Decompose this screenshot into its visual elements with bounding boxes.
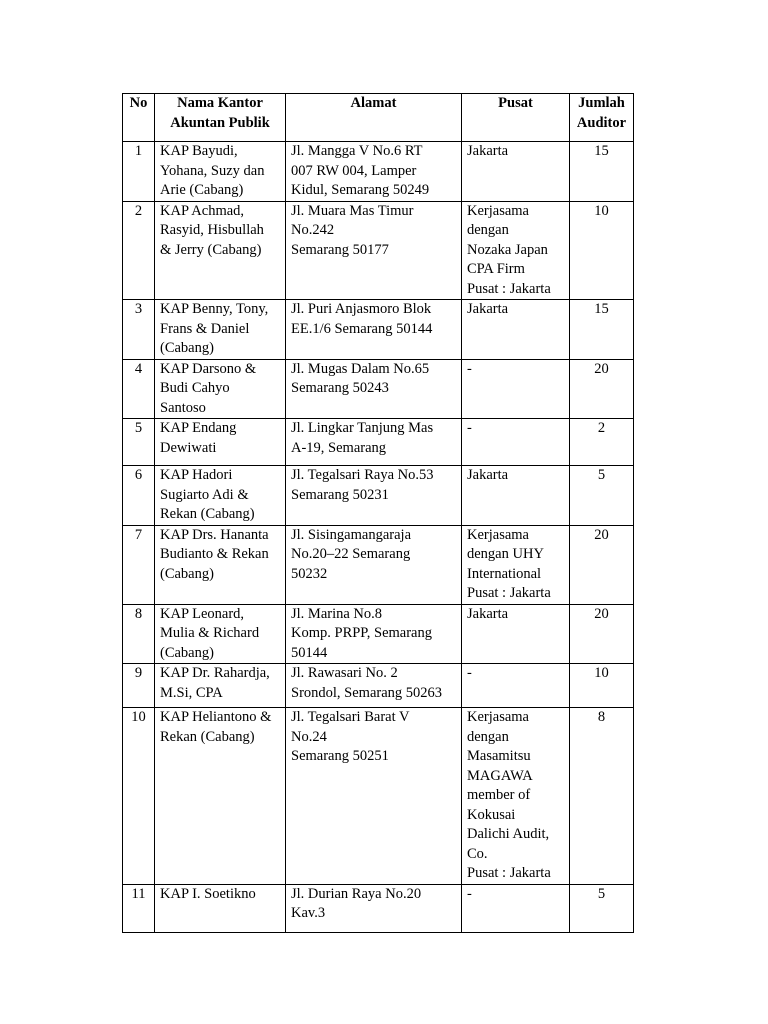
table-row: [123, 664, 634, 708]
cell-no: 6: [123, 466, 155, 526]
table-row: [123, 884, 634, 932]
cell-pusat: Jakarta: [462, 604, 570, 664]
table-row: [123, 300, 634, 360]
cell-alamat: Jl. Durian Raya No.20 Kav.3: [286, 884, 462, 932]
table-row: [123, 201, 634, 300]
cell-jumlah: 20: [570, 604, 634, 664]
cell-pusat: -: [462, 884, 570, 932]
cell-no: 11: [123, 884, 155, 932]
cell-nama: KAP I. Soetikno: [155, 884, 286, 932]
cell-pusat: -: [462, 664, 570, 708]
cell-alamat: Jl. Lingkar Tanjung Mas A-19, Semarang: [286, 419, 462, 466]
cell-nama: KAP Endang Dewiwati: [155, 419, 286, 466]
cell-no: 9: [123, 664, 155, 708]
cell-nama: KAP Heliantono & Rekan (Cabang): [155, 708, 286, 885]
table-row: [123, 525, 634, 604]
cell-alamat: Jl. Mangga V No.6 RT 007 RW 004, Lamper Kidul, Semarang 50249: [286, 142, 462, 202]
table-body: [123, 142, 634, 933]
cell-pusat: Kerjasama dengan Masamitsu MAGAWA member of Kokusai Dalichi Audit, Co. Pusat : Jakarta: [462, 708, 570, 885]
header-row: [123, 94, 634, 142]
table-row: [123, 604, 634, 664]
cell-jumlah: 20: [570, 525, 634, 604]
cell-alamat: Jl. Tegalsari Barat V No.24 Semarang 50251: [286, 708, 462, 885]
cell-no: 4: [123, 359, 155, 419]
table-row: [123, 419, 634, 466]
header-nama: Nama Kantor Akuntan Publik: [155, 94, 286, 142]
cell-nama: KAP Benny, Tony, Frans & Daniel (Cabang): [155, 300, 286, 360]
cell-pusat: Kerjasama dengan UHY International Pusat : Jakarta: [462, 525, 570, 604]
cell-pusat: -: [462, 359, 570, 419]
cell-nama: KAP Hadori Sugiarto Adi & Rekan (Cabang): [155, 466, 286, 526]
cell-jumlah: 10: [570, 664, 634, 708]
cell-pusat: Jakarta: [462, 300, 570, 360]
cell-pusat: Jakarta: [462, 142, 570, 202]
cell-jumlah: 15: [570, 142, 634, 202]
cell-jumlah: 5: [570, 466, 634, 526]
cell-no: 5: [123, 419, 155, 466]
cell-pusat: -: [462, 419, 570, 466]
cell-alamat: Jl. Tegalsari Raya No.53 Semarang 50231: [286, 466, 462, 526]
table-row: [123, 142, 634, 202]
cell-pusat: Kerjasama dengan Nozaka Japan CPA Firm Pusat : Jakarta: [462, 201, 570, 300]
cell-alamat: Jl. Marina No.8 Komp. PRPP, Semarang 50144: [286, 604, 462, 664]
cell-nama: KAP Bayudi, Yohana, Suzy dan Arie (Cabang): [155, 142, 286, 202]
cell-jumlah: 10: [570, 201, 634, 300]
cell-nama: KAP Achmad, Rasyid, Hisbullah & Jerry (Cabang): [155, 201, 286, 300]
cell-nama: KAP Drs. Hananta Budianto & Rekan (Cabang): [155, 525, 286, 604]
cell-alamat: Jl. Sisingamangaraja No.20–22 Semarang 50232: [286, 525, 462, 604]
header-alamat: Alamat: [286, 94, 462, 142]
cell-alamat: Jl. Mugas Dalam No.65 Semarang 50243: [286, 359, 462, 419]
kap-table: [122, 93, 634, 933]
cell-no: 1: [123, 142, 155, 202]
cell-no: 10: [123, 708, 155, 885]
cell-alamat: Jl. Rawasari No. 2 Srondol, Semarang 50263: [286, 664, 462, 708]
cell-no: 7: [123, 525, 155, 604]
header-pusat: Pusat: [462, 94, 570, 142]
cell-jumlah: 8: [570, 708, 634, 885]
cell-no: 2: [123, 201, 155, 300]
table-row: [123, 359, 634, 419]
cell-jumlah: 5: [570, 884, 634, 932]
header-jumlah: Jumlah Auditor: [570, 94, 634, 142]
cell-no: 3: [123, 300, 155, 360]
table-row: [123, 466, 634, 526]
cell-jumlah: 20: [570, 359, 634, 419]
cell-no: 8: [123, 604, 155, 664]
cell-nama: KAP Dr. Rahardja, M.Si, CPA: [155, 664, 286, 708]
cell-jumlah: 2: [570, 419, 634, 466]
cell-pusat: Jakarta: [462, 466, 570, 526]
cell-nama: KAP Darsono & Budi Cahyo Santoso: [155, 359, 286, 419]
cell-nama: KAP Leonard, Mulia & Richard (Cabang): [155, 604, 286, 664]
cell-alamat: Jl. Muara Mas Timur No.242 Semarang 50177: [286, 201, 462, 300]
table-row: [123, 708, 634, 885]
cell-jumlah: 15: [570, 300, 634, 360]
cell-alamat: Jl. Puri Anjasmoro Blok EE.1/6 Semarang 50144: [286, 300, 462, 360]
header-no: No: [123, 94, 155, 142]
